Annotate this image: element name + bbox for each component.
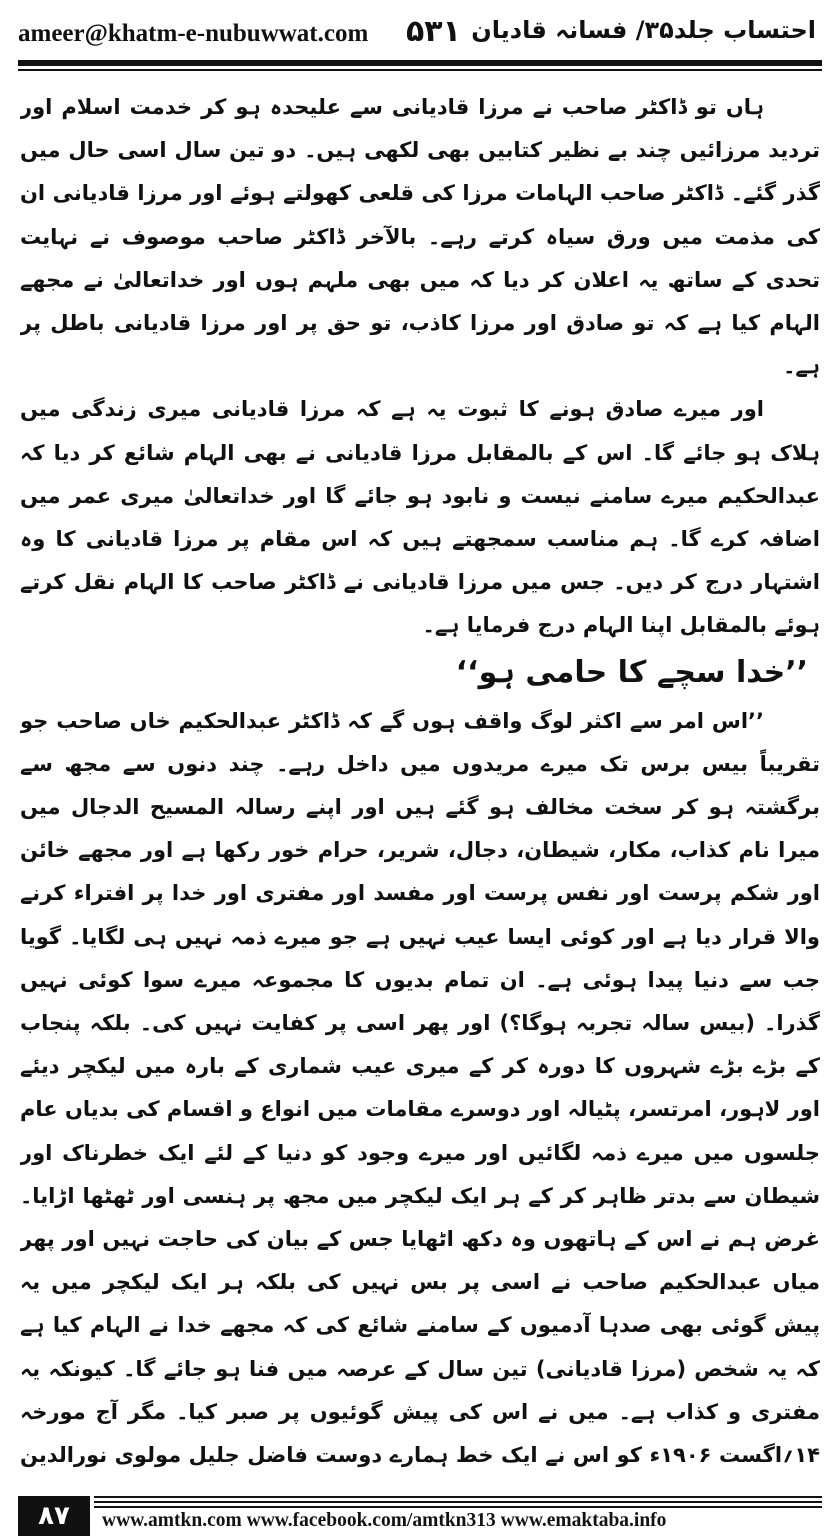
footer-page-box: ۸۷ xyxy=(18,1496,90,1536)
paragraph-3: ’’اس امر سے اکثر لوگ واقف ہوں گے کہ ڈاکٹر عبدالحکیم خاں صاحب جو تقریباً بیس برس تک میرے مریدوں میں داخل رہے۔ چند دنوں سے مجھ سے برگشتہ ہو کر سخت مخالف ہو گئے ہیں اور اپنے رسالہ المسیح الدجال میں میرا نام کذاب، مکار، شیطان، دجال، شریر، حرام خور رکھا ہے اور مجھے خائن اور شکم پرست اور نفس پرست اور مفسد اور مفتری اور خدا پر افتراء کرنے والا قرار دیا ہے اور کوئی ایسا عیب نہیں ہے جو میرے ذمہ نہیں ہی لگایا۔ گویا جب سے دنیا پیدا ہوئی ہے۔ ان تمام بدیوں کا مجموعہ میرے سوا کوئی نہیں گذرا۔ (بیس سالہ تجربہ ہوگا؟) اور پھر اسی پر کفایت نہیں کی۔ بلکہ پنجاب کے بڑے بڑے شہروں کا دورہ کر کے میری عیب شماری کے بارہ میں لیکچر دیئے اور لاہور، امرتسر، پٹیالہ اور دوسرے مقامات میں انواع و اقسام کی بدیاں عام جلسوں میں میرے ذمہ لگائیں اور میرے وجود کو دنیا کے لئے ایک خطرناک اور شیطان سے بدتر ظاہر کر کے ہر ایک لیکچر میں مجھ پر ہنسی اور ٹھٹھا اڑایا۔ غرض ہم نے اس کے ہاتھوں وہ دکھ اٹھایا جس کے بیان کی حاجت نہیں اور پھر میاں عبدالحکیم صاحب نے اسی پر بس نہیں کی بلکہ ہر ایک لیکچر میں یہ پیش گوئی بھی صدہا آدمیوں کے سامنے شائع کی کہ مجھے خدا نے الہام کیا ہے کہ یہ شخص (مرزا قادیانی) تین سال کے عرصہ میں فنا ہو جائے گا۔ کیونکہ یہ مفتری و کذاب ہے۔ میں نے اس کی پیش گوئیوں پر صبر کیا۔ مگر آج مورخہ ۱۴؍اگست ۱۹۰۶ء کو اس نے ایک خط ہمارے دوست فاضل جلیل مولوی نورالدین xyxy=(20,708,820,1468)
header-email: ameer@khatm-e-nubuwwat.com xyxy=(18,20,369,47)
paragraph-2: اور میرے صادق ہونے کا ثبوت یہ ہے کہ مرزا قادیانی میری زندگی میں ہلاک ہو جائے گا۔ اس کے بالمقابل مرزا قادیانی نے بھی الہام شائع کر دیا کہ عبدالحکیم میرے سامنے نیست و نابود ہو جائے گا اور خداتعالیٰ میری عمر میں اضافہ کرے گا۔ ہم مناسب سمجھتے ہیں کہ اس مقام پر مرزا قادیانی کا وہ اشتہار درج کر دیں۔ جس میں مرزا قادیانی نے ڈاکٹر صاحب کا الہام نقل کرتے ہوئے بالمقابل اپنا الہام درج فرمایا ہے۔ xyxy=(20,397,820,638)
header-page-number: ۵۳۱ xyxy=(406,14,461,49)
header-title: احتساب جلد۳۵/ فسانہ قادیان xyxy=(471,16,816,44)
page-body xyxy=(20,86,820,1476)
page-footer xyxy=(18,1496,822,1536)
paragraph-1: ہاں تو ڈاکٹر صاحب نے مرزا قادیانی سے علیحدہ ہو کر خدمت اسلام اور تردید مرزائیں چند بے نظیر کتابیں بھی لکھی ہیں۔ دو تین سال اسی حال میں گذر گئے۔ ڈاکٹر صاحب الہامات مرزا کی قلعی کھولتے ہوئے اور مرزا قادیانی ان کی مذمت میں ورق سیاہ کرتے رہے۔ بالآخر ڈاکٹر صاحب موصوف نے نہایت تحدی کے ساتھ یہ اعلان کر دیا کہ میں بھی ملہم ہوں اور خداتعالیٰ نے مجھے الہام کیا ہے کہ تو صادق اور مرزا کاذب، تو حق پر اور مرزا قادیانی باطل پر ہے۔ xyxy=(20,95,820,379)
page-header xyxy=(18,14,822,58)
footer-rule xyxy=(94,1501,822,1503)
footer-rule xyxy=(94,1496,822,1498)
header-rule-thin xyxy=(18,69,822,71)
subheading: ’’خدا سچے کا حامی ہو‘‘ xyxy=(455,654,808,690)
footer-rule xyxy=(94,1506,822,1508)
header-rule-thick xyxy=(18,60,822,66)
footer-urls: www.amtkn.com www.facebook.com/amtkn313 www.emaktaba.info xyxy=(102,1510,667,1531)
footer-rules xyxy=(94,1496,822,1508)
